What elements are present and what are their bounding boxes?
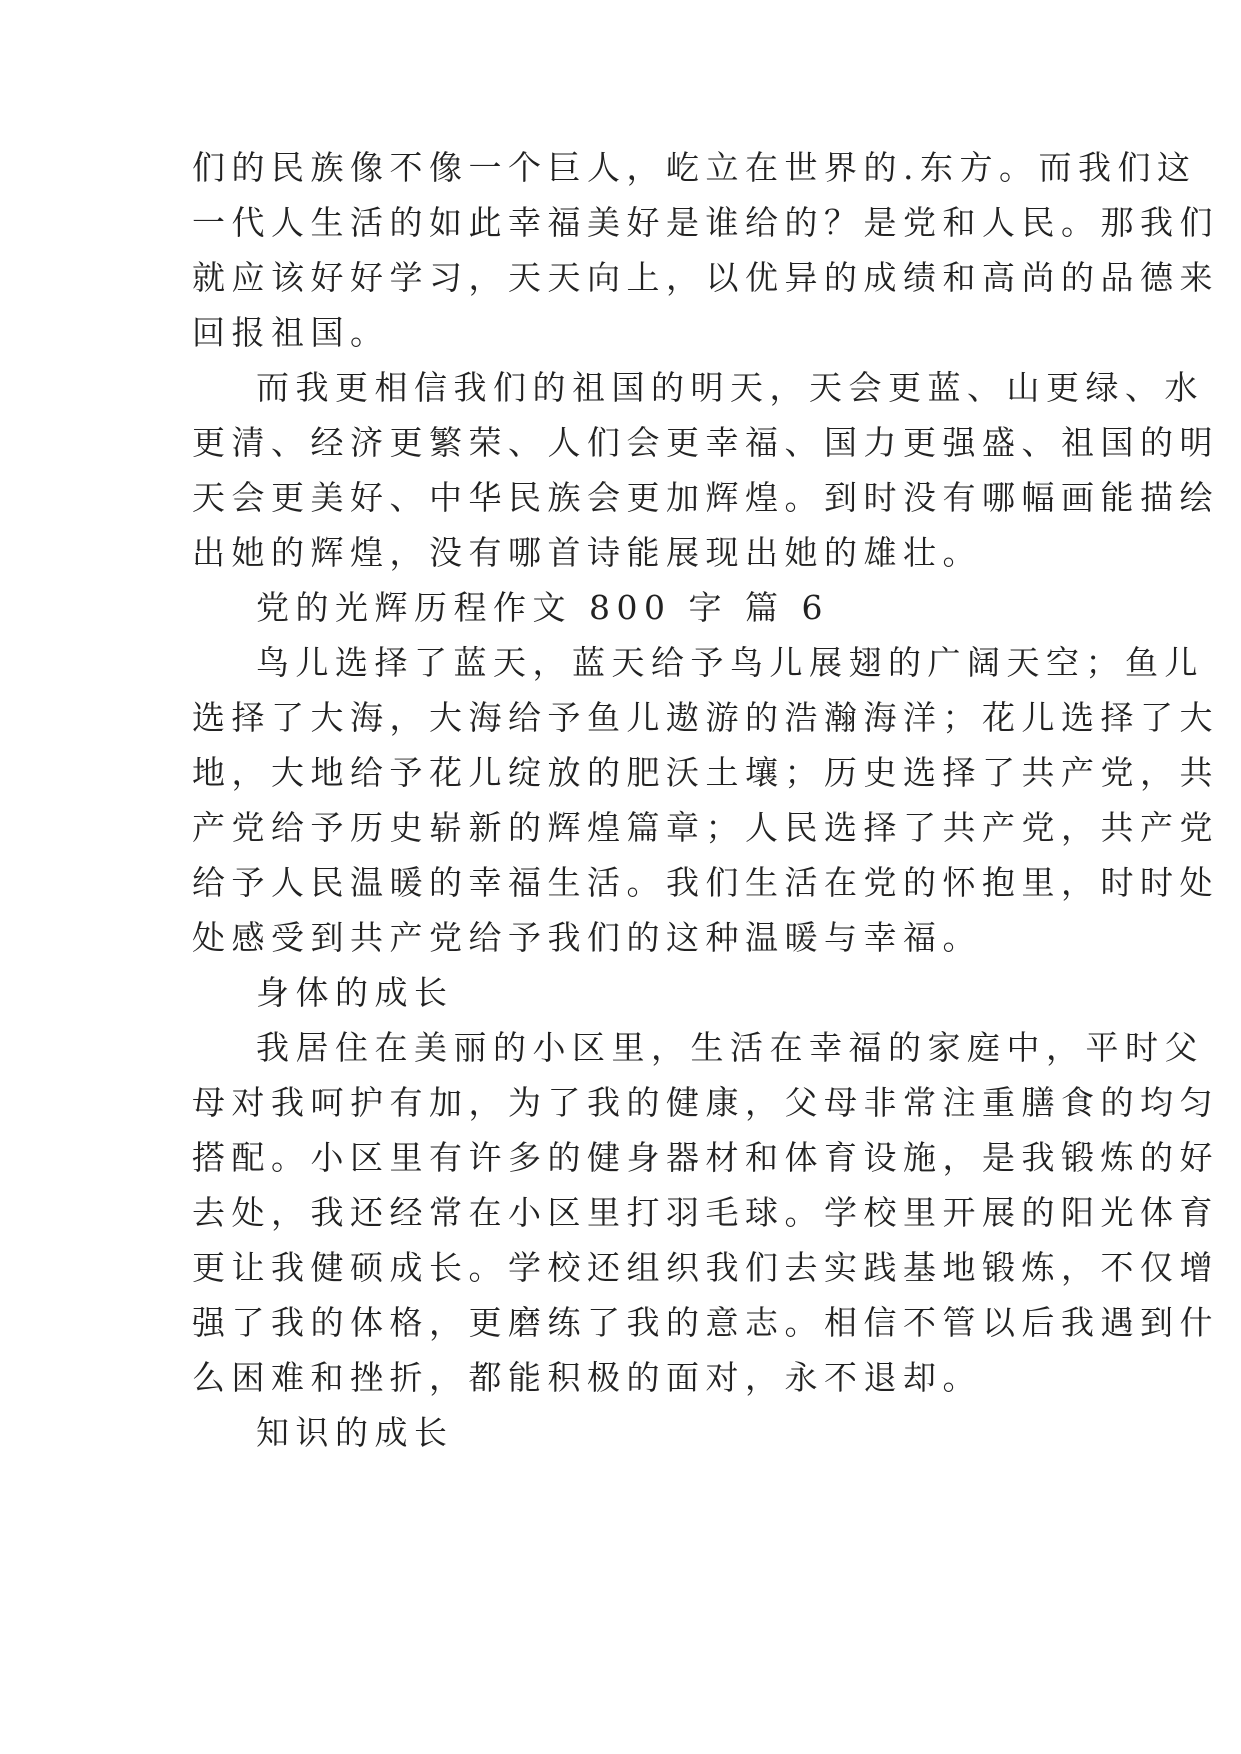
- text-line: 天会更美好、中华民族会更加辉煌。到时没有哪幅画能描绘: [192, 478, 1219, 517]
- text-line: 去处，我还经常在小区里打羽毛球。学校里开展的阳光体育: [192, 1193, 1219, 1232]
- text-line: 更清、经济更繁荣、人们会更幸福、国力更强盛、祖国的明: [192, 423, 1219, 462]
- text-line: 一代人生活的如此幸福美好是谁给的？是党和人民。那我们: [192, 203, 1219, 242]
- text-line: 产党给予历史崭新的辉煌篇章；人民选择了共产党，共产党: [192, 808, 1219, 847]
- text-line: 处感受到共产党给予我们的这种温暖与幸福。: [192, 918, 982, 957]
- subheading: 身体的成长: [256, 973, 454, 1012]
- text-line: 么困难和挫折，都能积极的面对，永不退却。: [192, 1358, 982, 1397]
- text-line: 回报祖国。: [192, 313, 390, 352]
- text-line: 选择了大海，大海给予鱼儿遨游的浩瀚海洋；花儿选择了大: [192, 698, 1219, 737]
- paragraph-start-line: 鸟儿选择了蓝天，蓝天给予鸟儿展翅的广阔天空；鱼儿: [256, 643, 1204, 682]
- paragraph-start-line: 而我更相信我们的祖国的明天，天会更蓝、山更绿、水: [256, 368, 1204, 407]
- text-line: 地，大地给予花儿绽放的肥沃土壤；历史选择了共产党，共: [192, 753, 1219, 792]
- text-line: 就应该好好学习，天天向上，以优异的成绩和高尚的品德来: [192, 258, 1219, 297]
- text-line: 出她的辉煌，没有哪首诗能展现出她的雄壮。: [192, 533, 982, 572]
- paragraph-start-line: 我居住在美丽的小区里，生活在幸福的家庭中，平时父: [256, 1028, 1204, 1067]
- text-line: 给予人民温暖的幸福生活。我们生活在党的怀抱里，时时处: [192, 863, 1219, 902]
- text-line: 们的民族像不像一个巨人，屹立在世界的.东方。而我们这: [192, 148, 1197, 187]
- text-line: 母对我呵护有加，为了我的健康，父母非常注重膳食的均匀: [192, 1083, 1219, 1122]
- section-heading: 党的光辉历程作文 800 字 篇 6: [256, 588, 829, 627]
- subheading: 知识的成长: [256, 1413, 454, 1452]
- text-line: 更让我健硕成长。学校还组织我们去实践基地锻炼，不仅增: [192, 1248, 1219, 1287]
- text-line: 强了我的体格，更磨练了我的意志。相信不管以后我遇到什: [192, 1303, 1219, 1342]
- text-line: 搭配。小区里有许多的健身器材和体育设施，是我锻炼的好: [192, 1138, 1219, 1177]
